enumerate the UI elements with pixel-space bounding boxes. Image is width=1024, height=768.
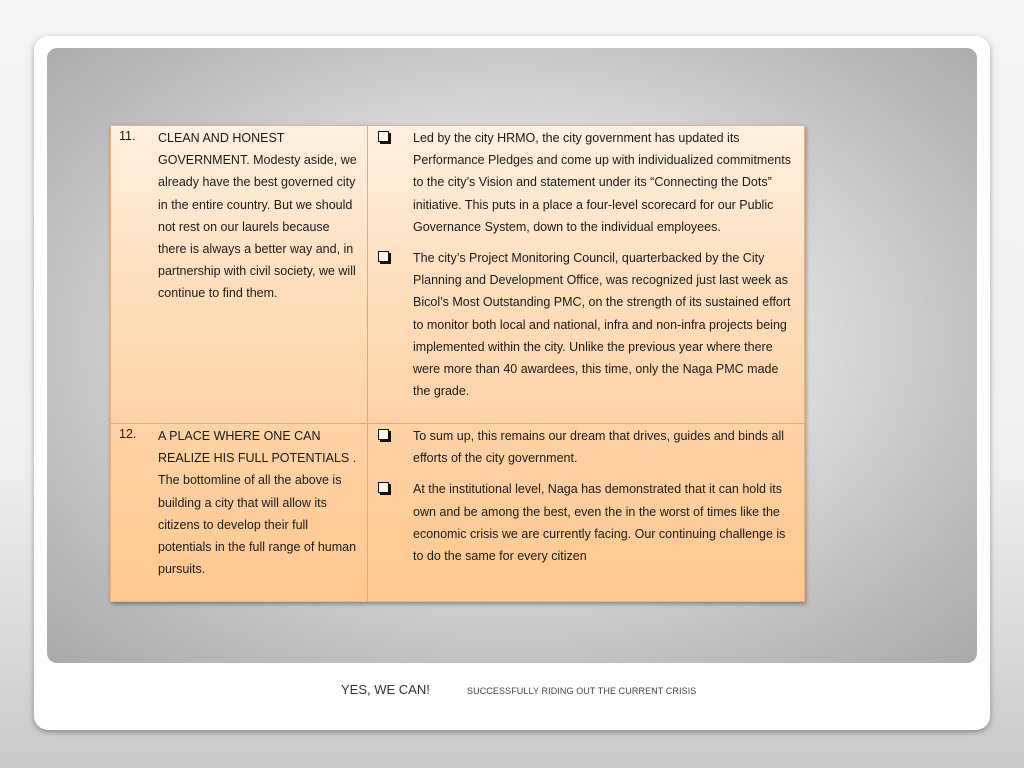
footer-subtitle: SUCCESSFULLY RIDING OUT THE CURRENT CRISIS xyxy=(467,686,697,696)
bullet-text: At the institutional level, Naga has demonstrated that it can hold its own and be among the best, even the in the worst of times like the economic crisis we are currently facing. Our continuing challenge is to do the same for every citizen xyxy=(413,482,786,564)
bullet-item xyxy=(375,425,799,469)
row-number: 12. xyxy=(119,427,137,441)
checkbox-bullet-icon xyxy=(378,429,389,440)
bullet-item xyxy=(375,127,799,238)
footer-title: YES, WE CAN! xyxy=(341,682,430,697)
bullet-text: The city’s Project Monitoring Council, quarterbacked by the City Planning and Development Office, was recognized just last week as Bicol’s Most Outstanding PMC, on the strength of its sustained effort to monitor both local and national, infra and non-infra projects being implemented within the city. Unlike the previous year where there were more than 40 awardees, this time, only the Naga PMC made the grade. xyxy=(413,251,791,399)
bullet-text: To sum up, this remains our dream that drives, guides and binds all efforts of the city government. xyxy=(413,429,785,466)
bullet-item xyxy=(375,247,799,402)
bullet-list xyxy=(375,127,799,411)
bullet-list xyxy=(375,425,799,576)
checkbox-bullet-icon xyxy=(378,131,389,142)
agenda-table xyxy=(110,125,805,602)
row-description: CLEAN AND HONEST GOVERNMENT. Modesty aside, we already have the best governed city in the entire country. But we should not rest on our laurels because there is always a better way and, in partnership with civil society, we will continue to find them. xyxy=(158,131,357,301)
checkbox-bullet-icon xyxy=(378,482,389,493)
table-row xyxy=(111,424,804,601)
row-description: A PLACE WHERE ONE CAN REALIZE HIS FULL POTENTIALS . The bottomline of all the above is building a city that will allow its citizens to develop their full potentials in the full range of human pursuits. xyxy=(158,429,357,577)
bullet-text: Led by the city HRMO, the city government has updated its Performance Pledges and come up with individualized commitments to the city’s Vision and statement under its “Connecting the Dots” initiative. This puts in a place a four-level scorecard for our Public Governance System, down to the individual employees. xyxy=(413,131,791,234)
bullet-item xyxy=(375,478,799,567)
row-number: 11. xyxy=(119,129,136,143)
checkbox-bullet-icon xyxy=(378,251,389,262)
table-row xyxy=(111,126,804,424)
